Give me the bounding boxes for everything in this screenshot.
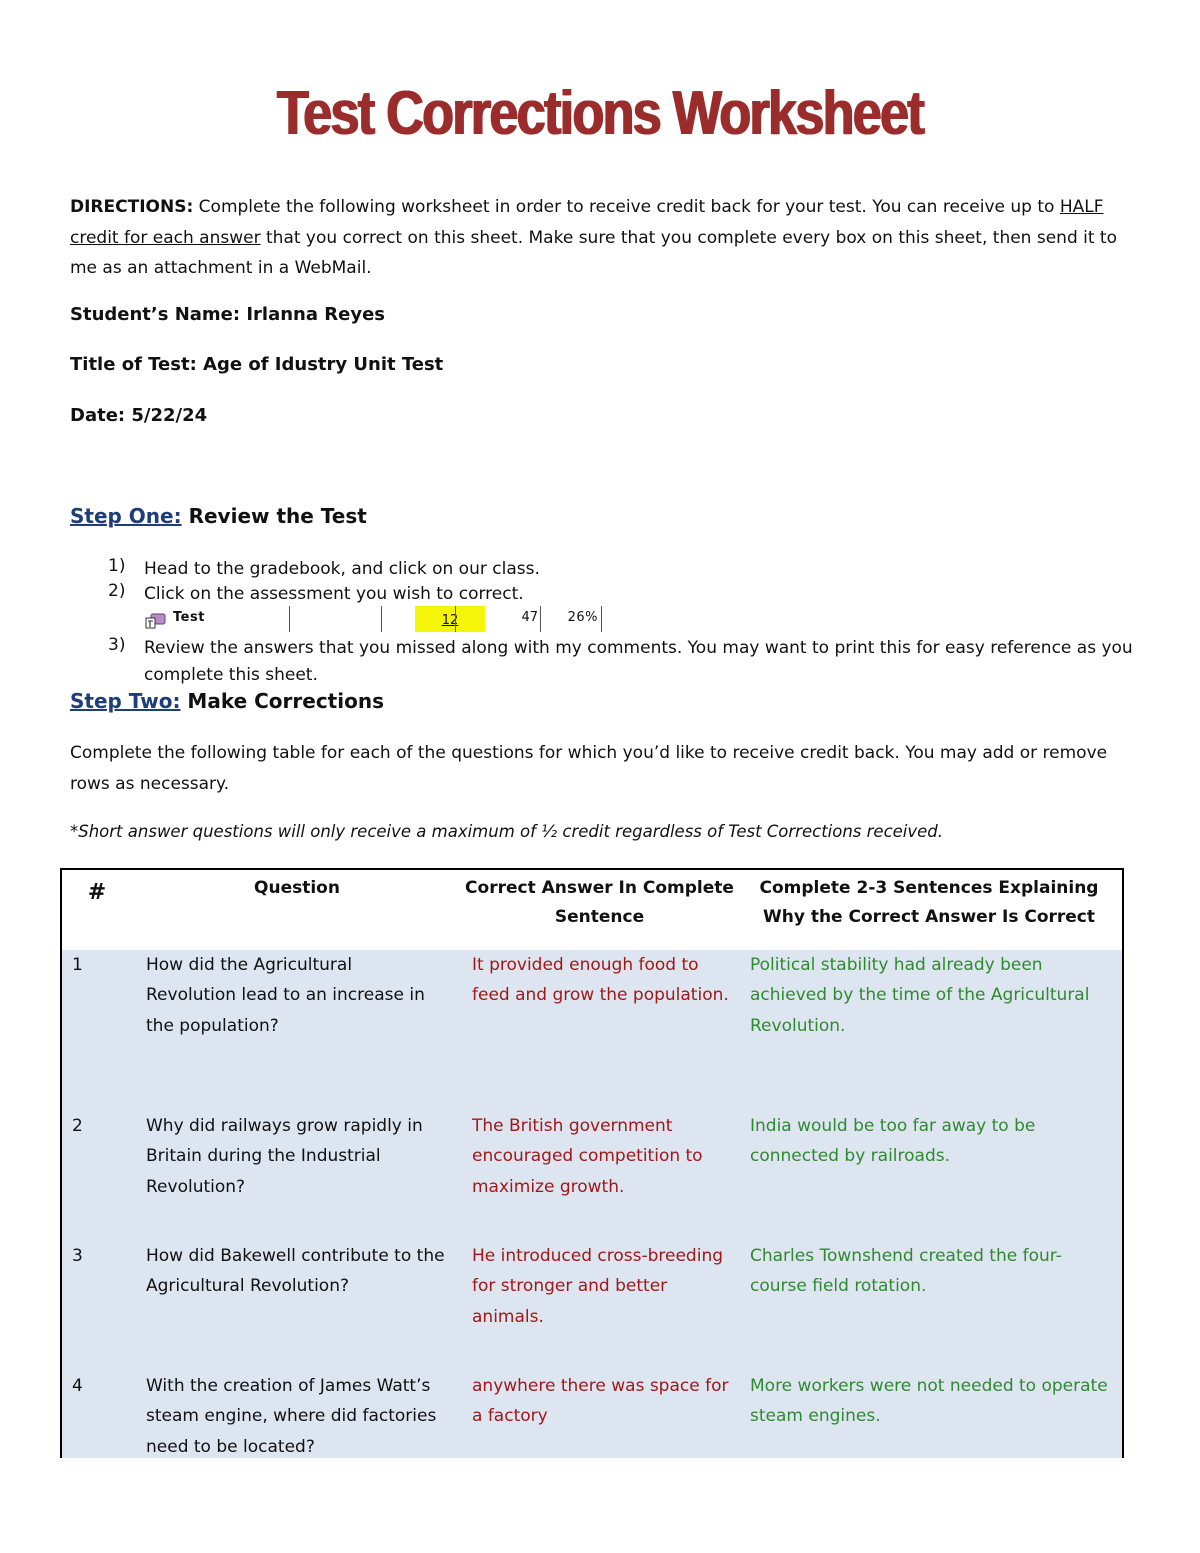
row-answer: He introduced cross-breeding for stronger and better animals. (472, 1246, 724, 1327)
step-one-heading (70, 504, 367, 528)
gradebook-divider (455, 606, 541, 632)
student-name: Student’s Name: Irlanna Reyes (70, 304, 386, 325)
list-item-number: 2) (108, 581, 126, 601)
row-question: Why did railways grow rapidly in Britain during the Industrial Revolution? (146, 1116, 423, 1197)
gradebook-score: 12 (415, 606, 485, 632)
gradebook-divider (381, 606, 456, 632)
list-item (108, 556, 1138, 584)
short-answer-note: *Short answer questions will only receive a maximum of ½ credit regardless of Test Corrections received. (70, 822, 944, 841)
header-explanation: Complete 2-3 Sentences Explaining Why the Correct Answer Is Correct (759, 878, 1099, 927)
row-number: 2 (72, 1116, 83, 1136)
table-body (62, 950, 1122, 1458)
header-answer: Correct Answer In Complete Sentence (465, 878, 734, 927)
test-date: Date: 5/22/24 (70, 405, 208, 426)
step-two-link[interactable]: Step Two: (70, 689, 181, 713)
gradebook-divider (540, 606, 602, 632)
row-question: How did Bakewell contribute to the Agricultural Revolution? (146, 1246, 445, 1297)
list-item-number: 1) (108, 556, 126, 576)
directions-underlined: HALF credit for each answer (70, 197, 1104, 248)
list-item-text: Review the answers that you missed along with my comments. You may want to print this for easy reference as you complete this sheet. (144, 638, 1133, 685)
row-explanation: Political stability had already been achieved by the time of the Agricultural Revolution. (750, 955, 1090, 1036)
list-item-text: Head to the gradebook, and click on our class. (144, 559, 540, 579)
table-header (62, 870, 1122, 950)
gradebook-total: 47 (521, 610, 538, 625)
row-number: 1 (72, 955, 83, 975)
row-question: How did the Agricultural Revolution lead to an increase in the population? (146, 955, 425, 1036)
list-item (108, 635, 1138, 691)
gradebook-divider (143, 606, 290, 632)
row-number: 4 (72, 1376, 83, 1396)
step-one-title: Review the Test (181, 504, 367, 528)
list-item-text: Click on the assessment you wish to correct. (144, 584, 524, 604)
row-explanation: Charles Townshend created the four-course field rotation. (750, 1246, 1062, 1297)
gradebook-divider (289, 606, 382, 632)
row-explanation: India would be too far away to be connected by railroads. (750, 1116, 1036, 1167)
step-two-title: Make Corrections (180, 689, 384, 713)
header-question: Question (254, 878, 340, 898)
list-item-number: 3) (108, 635, 126, 655)
header-number: # (87, 880, 107, 905)
test-title: Title of Test: Age of Idustry Unit Test (70, 354, 444, 375)
row-answer: It provided enough food to feed and grow the population. (472, 955, 729, 1006)
step-two-instructions: Complete the following table for each of the questions for which you’d like to receive credit back. You may add or remove rows as necessary. (70, 743, 1108, 794)
row-explanation: More workers were not needed to operate steam engines. (750, 1376, 1108, 1427)
corrections-table (60, 868, 1124, 1458)
row-answer: anywhere there was space for a factory (472, 1376, 729, 1427)
gradebook-row[interactable] (143, 606, 603, 634)
gradebook-label: Test (173, 610, 205, 625)
row-question: With the creation of James Watt’s steam engine, where did factories need to be located? (146, 1376, 437, 1457)
list-item (108, 581, 1138, 609)
step-two-heading (70, 689, 384, 713)
directions-text-2: that you correct on this sheet. Make sure that you complete every box on this sheet, then send it to me as an attachment in a WebMail. (70, 227, 1118, 278)
directions-label: DIRECTIONS: (70, 197, 194, 217)
directions-text-1: Complete the following worksheet in order to receive credit back for your test. You can receive up to (193, 197, 1060, 217)
row-answer: The British government encouraged competition to maximize growth. (472, 1116, 703, 1197)
directions-paragraph (70, 192, 1132, 284)
row-number: 3 (72, 1246, 83, 1266)
gradebook-percent: 26% (567, 610, 598, 625)
page-title: Test Corrections Worksheet (276, 79, 924, 148)
step-one-link[interactable]: Step One: (70, 504, 182, 528)
